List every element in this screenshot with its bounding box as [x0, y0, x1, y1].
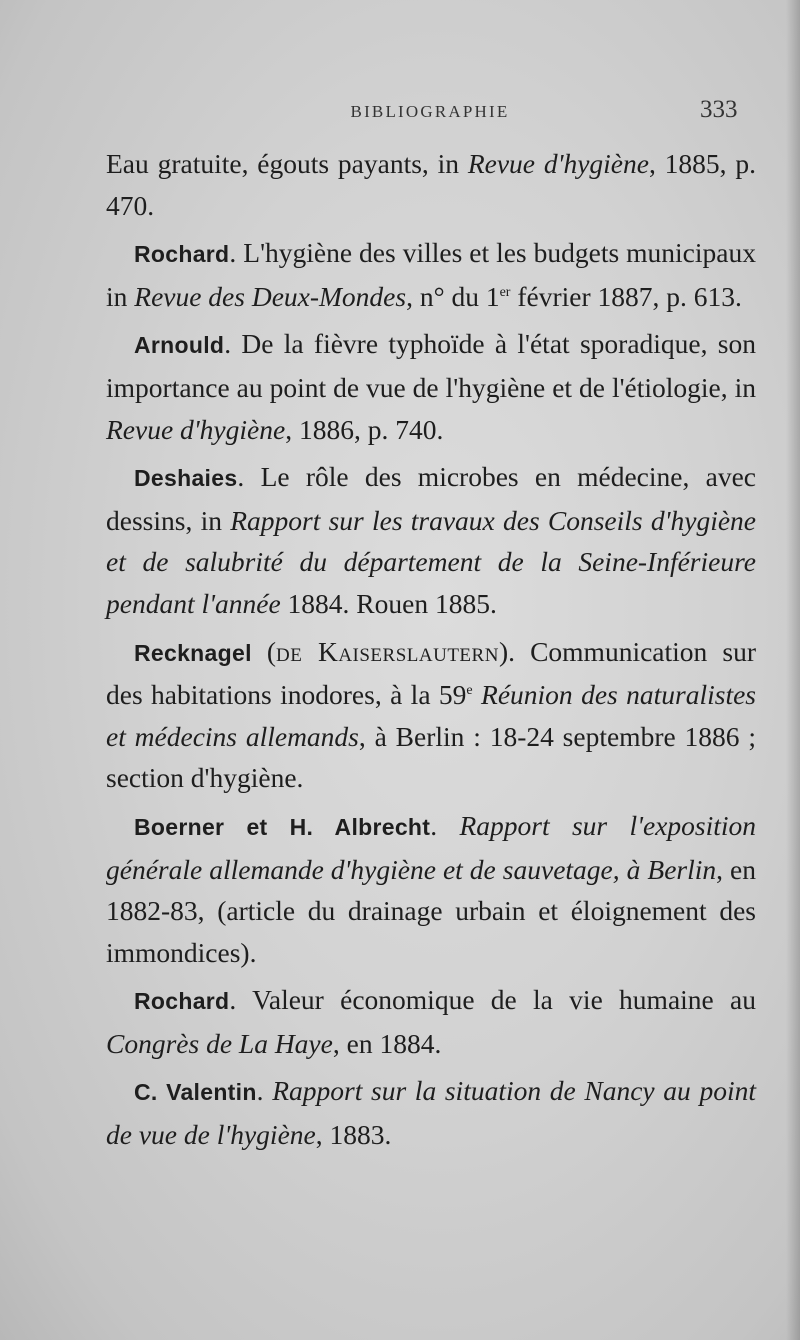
journal-title: Revue d'hygiène	[106, 413, 286, 445]
entry-author: Rochard	[134, 241, 230, 268]
work-title: Congrès de La Haye	[106, 1027, 333, 1059]
entry-author: Arnould	[134, 332, 225, 359]
work-title: Rapport sur la situation de Nancy au point de vue de l'hygiène	[106, 1075, 756, 1151]
bibliography-entry	[106, 631, 756, 799]
entry-text: . Valeur économique de la vie humaine au	[229, 984, 756, 1016]
bibliography-entry	[106, 1070, 756, 1155]
entry-text: , n° du 1	[406, 280, 500, 312]
entry-text: . De la fièvre typhoïde à l'état sporadique, son importance au point de vue de l'hygiène et de l'étiologie, in	[106, 328, 756, 403]
entry-author: C. Valentin	[134, 1079, 257, 1106]
journal-title: Revue d'hygiène	[467, 148, 649, 179]
superscript: e	[466, 682, 473, 698]
entry-author: Rochard	[134, 988, 230, 1015]
work-title: Rapport sur l'exposition générale allemande d'hygiène et de sauvetage, à Berlin	[106, 809, 756, 885]
bibliography-entry	[106, 979, 756, 1064]
entry-text: , à Berlin : 18-24 septembre 1886 ; section d'hygiène.	[106, 720, 756, 794]
work-title: Réunion des naturalistes et médecins allemands	[106, 679, 756, 752]
entry-text: . L'hygiène des villes et les budgets municipaux in	[106, 237, 756, 312]
entry-text: février 1887, p. 613.	[510, 280, 742, 312]
entry-text: , 1885, p. 470.	[106, 148, 756, 221]
entry-text: 1884. Rouen 1885.	[280, 587, 497, 619]
entry-text: .	[256, 1075, 273, 1107]
superscript: er	[499, 284, 511, 300]
entry-text: Eau gratuite, égouts payants, in	[106, 148, 468, 179]
page-number: 333	[700, 96, 738, 123]
entry-text	[473, 679, 481, 710]
journal-title: Revue des Deux-Mondes	[134, 280, 407, 312]
running-head	[0, 96, 800, 130]
entry-author: Deshaies	[134, 465, 238, 492]
entry-text: , en 1882-83, (article du drainage urbain et éloignement des immondices).	[106, 853, 756, 968]
bibliography-entry	[106, 232, 756, 317]
work-title: Rapport sur les travaux des Conseils d'hygiène et de salubrité du département de la Seine-Inférieure pendant l'année	[106, 504, 756, 619]
running-title: BIBLIOGRAPHIE	[350, 102, 510, 121]
author-origin: de Kaiserslautern	[276, 635, 499, 667]
entry-text: , 1883.	[315, 1119, 392, 1151]
entry-text: , 1886, p. 740.	[285, 413, 444, 445]
entry-text: , en 1884.	[332, 1027, 442, 1059]
bibliography-list	[106, 143, 756, 1162]
bibliography-entry	[106, 805, 756, 973]
bibliography-entry	[106, 456, 756, 624]
entry-text: ). Communication sur des habitations inodores, à la 59	[106, 635, 756, 711]
entry-text: . Le rôle des microbes en médecine, avec dessins, in	[106, 461, 756, 536]
bibliography-entry	[106, 323, 756, 450]
page-edge-shadow	[786, 0, 800, 1340]
entry-text: .	[430, 809, 460, 841]
bibliography-entry	[106, 143, 756, 226]
entry-author: Boerner et H. Albrecht	[134, 813, 431, 840]
entry-text: (	[251, 635, 277, 667]
entry-author: Recknagel	[134, 639, 252, 666]
